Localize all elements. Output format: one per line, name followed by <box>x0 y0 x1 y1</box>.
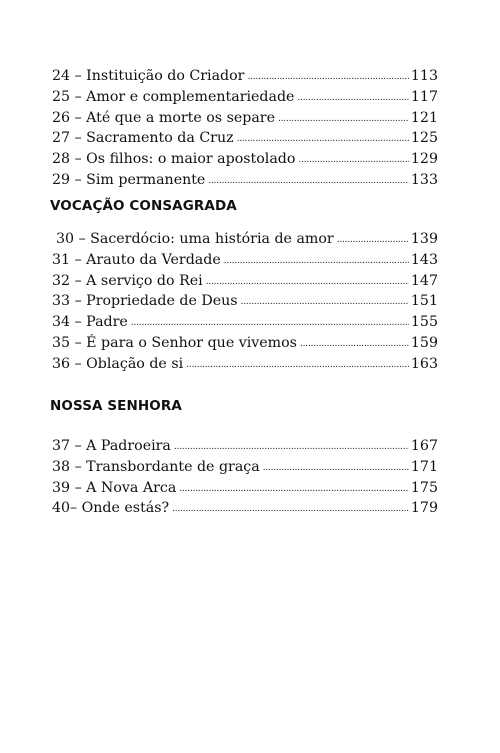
toc-entry-37 <box>52 436 438 457</box>
toc-entry-24 <box>52 66 438 87</box>
toc-entry-title: 27 – Sacramento da Cruz <box>52 130 234 147</box>
toc-list-vocacao <box>52 229 438 375</box>
toc-entry-page: 121 <box>410 109 438 126</box>
dot-leader <box>298 150 409 171</box>
dot-leader <box>237 129 409 150</box>
dot-leader <box>174 437 409 458</box>
dot-leader <box>206 272 409 293</box>
toc-entry-36 <box>52 354 438 375</box>
toc-entry-31 <box>52 250 438 271</box>
dot-leader <box>224 251 409 272</box>
dot-leader <box>263 458 409 479</box>
toc-entry-title: 39 – A Nova Arca <box>52 479 177 496</box>
dot-leader <box>172 499 409 520</box>
dot-leader <box>131 313 409 334</box>
toc-entry-page: 133 <box>410 171 438 188</box>
toc-entry-title: 31 – Arauto da Verdade <box>52 251 221 268</box>
toc-entry-title: 35 – É para o Senhor que vivemos <box>52 334 297 351</box>
toc-entry-title: 30 – Sacerdócio: uma história de amor <box>56 231 334 247</box>
toc-entry-page: 143 <box>410 251 438 268</box>
toc-entry-35 <box>52 333 438 354</box>
section-heading-nossa-senhora: NOSSA SENHORA <box>50 398 182 414</box>
dot-leader <box>208 171 409 192</box>
toc-entry-title: 24 – Instituição do Criador <box>52 68 245 84</box>
dot-leader <box>297 88 408 109</box>
toc-entry-33 <box>52 291 438 312</box>
toc-entry-page: 117 <box>410 88 438 105</box>
toc-entry-40 <box>52 498 438 519</box>
toc-entry-page: 171 <box>410 458 438 475</box>
toc-entry-39 <box>52 478 438 499</box>
toc-entry-title: 40– Onde estás? <box>52 500 170 517</box>
toc-list-nossa-senhora <box>52 436 438 519</box>
dot-leader <box>241 292 409 313</box>
toc-entry-title: 25 – Amor e complementariedade <box>52 88 295 105</box>
toc-entry-29 <box>52 170 438 191</box>
dot-leader <box>179 479 409 500</box>
toc-entry-page: 175 <box>410 479 438 496</box>
toc-entry-title: 33 – Propriedade de Deus <box>52 293 238 310</box>
dot-leader <box>247 67 408 88</box>
toc-entry-page: 163 <box>410 355 438 372</box>
toc-entry-page: 129 <box>410 151 438 168</box>
toc-entry-38 <box>52 457 438 478</box>
toc-entry-26 <box>52 108 438 129</box>
toc-entry-title: 36 – Oblação de si <box>52 355 184 372</box>
toc-entry-page: 159 <box>410 334 438 351</box>
toc-entry-page: 125 <box>410 130 438 147</box>
toc-entry-30 <box>52 229 438 250</box>
dot-leader <box>300 334 409 355</box>
toc-entry-title: 34 – Padre <box>52 314 128 331</box>
toc-list-marriage <box>52 66 438 191</box>
toc-entry-32 <box>52 271 438 292</box>
toc-entry-page: 151 <box>410 293 438 310</box>
toc-entry-title: 32 – A serviço do Rei <box>52 272 203 289</box>
toc-entry-page: 167 <box>410 438 438 454</box>
toc-entry-page: 113 <box>410 68 438 84</box>
section-heading-vocacao: VOCAÇÃO CONSAGRADA <box>50 198 237 214</box>
toc-entry-page: 147 <box>410 272 438 289</box>
toc-entry-28 <box>52 149 438 170</box>
toc-entry-page: 179 <box>410 500 438 517</box>
dot-leader <box>337 230 409 251</box>
toc-entry-34 <box>52 312 438 333</box>
toc-entry-title: 28 – Os filhos: o maior apostolado <box>52 151 296 168</box>
toc-entry-page: 155 <box>410 314 438 331</box>
toc-entry-page: 139 <box>410 231 438 247</box>
toc-entry-27 <box>52 128 438 149</box>
toc-entry-title: 38 – Transbordante de graça <box>52 458 260 475</box>
toc-entry-title: 26 – Até que a morte os separe <box>52 109 275 126</box>
dot-leader <box>278 109 409 130</box>
toc-entry-title: 37 – A Padroeira <box>52 438 171 454</box>
toc-entry-title: 29 – Sim permanente <box>52 171 206 188</box>
dot-leader <box>186 355 409 376</box>
toc-entry-25 <box>52 87 438 108</box>
